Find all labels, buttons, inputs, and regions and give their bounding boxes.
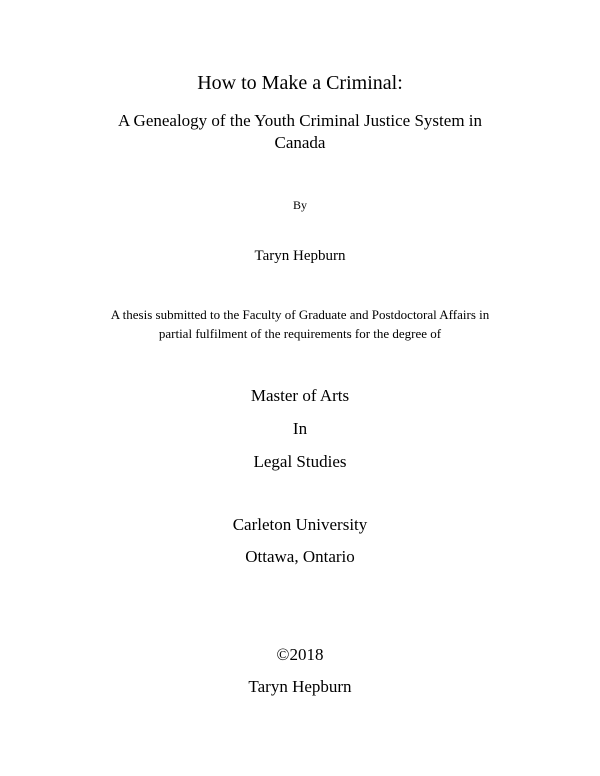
thesis-statement-line-2: partial fulfilment of the requirements for the degree of (158, 326, 442, 341)
by-label: By (292, 198, 307, 212)
copyright-notice: ©2018 (276, 645, 324, 664)
thesis-title: How to Make a Criminal: (197, 72, 403, 94)
university-location: Ottawa, Ontario (245, 547, 355, 566)
author-name: Taryn Hepburn (254, 248, 346, 264)
thesis-subtitle-line-1: A Genealogy of the Youth Criminal Justice System in (117, 111, 483, 130)
copyright-holder: Taryn Hepburn (248, 677, 352, 696)
university-name: Carleton University (232, 515, 368, 534)
thesis-subtitle-line-2: Canada (274, 133, 326, 152)
in-label: In (292, 419, 308, 438)
thesis-statement-line-1: A thesis submitted to the Faculty of Graduate and Postdoctoral Affairs in (110, 307, 490, 322)
degree-name: Master of Arts (250, 386, 350, 405)
field-of-study: Legal Studies (253, 452, 347, 471)
